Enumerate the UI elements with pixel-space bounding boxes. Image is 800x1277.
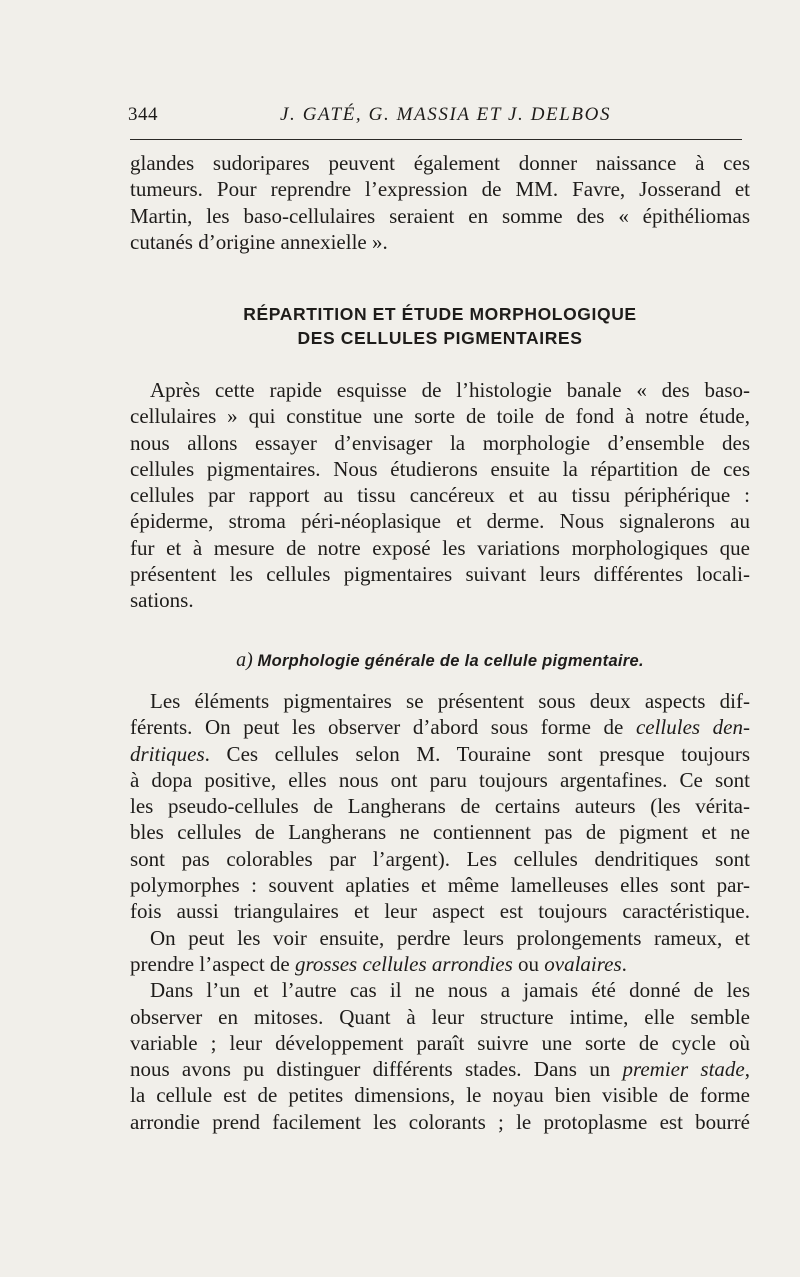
text-line: cutanés d’origine annexielle ». bbox=[130, 229, 388, 254]
document-page bbox=[130, 0, 750, 1277]
text-line: arrondie prend facilement les colorants ; le protoplasme est bourré bbox=[130, 1109, 750, 1134]
text-line bbox=[130, 741, 750, 767]
text-run: . Ces cellules selon M. Touraine sont presque toujours bbox=[204, 741, 750, 766]
text-line: fois aussi triangulaires et leur aspect est toujours caractéristique. bbox=[130, 899, 750, 924]
text-run: . bbox=[621, 951, 627, 976]
text-line: nous allons essayer d’envisager la morphologie d’ensemble des bbox=[130, 430, 750, 455]
text-line: observer en mitoses. Quant à leur structure intime, elle semble bbox=[130, 1004, 750, 1029]
text-line: Dans l’un et l’autre cas il ne nous a jamais été donné de les bbox=[150, 978, 750, 1003]
text-line: polymorphes : souvent aplaties et même lamelleuses elles sont par- bbox=[130, 873, 750, 898]
text-run: , bbox=[744, 1057, 751, 1082]
text-run: prendre l’aspect de bbox=[130, 951, 295, 976]
running-header bbox=[130, 100, 750, 130]
text-line: sont pas colorables par l’argent). Les cellules dendritiques sont bbox=[130, 846, 750, 871]
text-line: tumeurs. Pour reprendre l’expression de MM. Favre, Josserand et bbox=[130, 177, 750, 202]
text-line: variable ; leur développement paraît suivre une sorte de cycle où bbox=[130, 1030, 750, 1055]
text-line: Après cette rapide esquisse de l’histologie banale « des baso- bbox=[150, 378, 750, 402]
text-line: cellulaires » qui constitue une sorte de toile de fond à notre étude, bbox=[130, 404, 750, 429]
text-line: épiderme, stroma péri-néoplasique et derme. Nous signalerons au bbox=[130, 509, 750, 534]
italic-run: cellules den- bbox=[635, 715, 750, 740]
subsection-heading bbox=[130, 648, 750, 673]
text-line: la cellule est de petites dimensions, le noyau bien visible de forme bbox=[130, 1083, 750, 1108]
subsection-letter: a) bbox=[236, 649, 253, 671]
paragraph-elements bbox=[130, 688, 750, 1135]
italic-run: grosses cellules arrondies bbox=[295, 951, 513, 976]
paragraph-apres bbox=[130, 377, 750, 614]
text-line: glandes sudoripares peuvent également donner naissance à ces bbox=[130, 151, 750, 175]
section-heading bbox=[130, 302, 750, 350]
text-run: ou bbox=[512, 951, 545, 976]
text-line: sations. bbox=[130, 588, 194, 613]
text-line bbox=[130, 1056, 750, 1082]
section-heading-line-1: RÉPARTITION ET ÉTUDE MORPHOLOGIQUE bbox=[243, 304, 637, 324]
text-line: On peut les voir ensuite, perdre leurs prolongements rameux, et bbox=[150, 925, 750, 950]
subsection-title: Morphologie générale de la cellule pigmentaire. bbox=[257, 652, 644, 670]
text-line: à dopa positive, elles nous ont paru toujours argentafines. Ce sont bbox=[130, 767, 750, 792]
italic-run: premier stade bbox=[622, 1057, 745, 1082]
running-title: J. GATÉ, G. MASSIA ET J. DELBOS bbox=[280, 104, 612, 125]
header-rule bbox=[130, 139, 742, 140]
text-run: férents. On peut les observer d’abord sous forme de bbox=[130, 715, 636, 740]
page-number: 344 bbox=[128, 104, 158, 125]
italic-run: dritiques bbox=[130, 741, 205, 766]
italic-run: ovalaires bbox=[544, 951, 622, 976]
text-line: Les éléments pigmentaires se présentent sous deux aspects dif- bbox=[150, 689, 750, 713]
text-line: cellules par rapport au tissu cancéreux et au tissu périphérique : bbox=[130, 483, 750, 508]
paragraph-continuation bbox=[130, 150, 750, 255]
text-line: cellules pigmentaires. Nous étudierons ensuite la répartition de ces bbox=[130, 456, 750, 481]
text-run: nous avons pu distinguer différents stades. Dans un bbox=[130, 1057, 623, 1082]
text-line: fur et à mesure de notre exposé les variations morphologiques que bbox=[130, 535, 750, 560]
text-line: Martin, les baso-cellulaires seraient en somme des « épithéliomas bbox=[130, 203, 750, 228]
section-heading-line-2: DES CELLULES PIGMENTAIRES bbox=[297, 328, 583, 348]
text-line bbox=[130, 714, 750, 740]
text-line: les pseudo-cellules de Langherans de certains auteurs (les vérita- bbox=[130, 794, 750, 819]
text-line bbox=[130, 951, 750, 977]
text-line: présentent les cellules pigmentaires suivant leurs différentes locali- bbox=[130, 562, 750, 587]
text-line: bles cellules de Langherans ne contiennent pas de pigment et ne bbox=[130, 820, 750, 845]
